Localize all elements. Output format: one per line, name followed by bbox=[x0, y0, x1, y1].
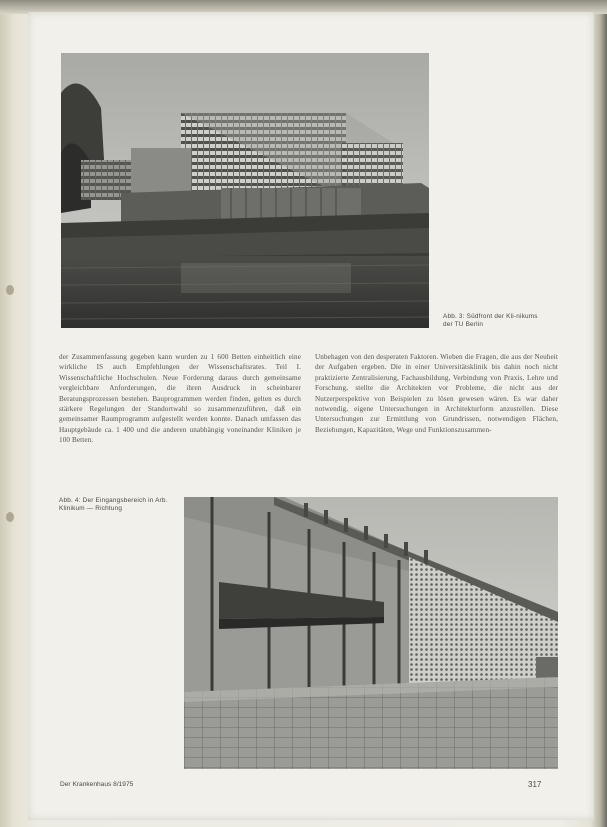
body-text-column-right bbox=[315, 352, 558, 435]
binding-mark bbox=[6, 285, 14, 295]
footer-journal-issue: Der Krankenhaus 8/1975 bbox=[60, 781, 134, 788]
paragraph: Unbehagen von den desperaten Faktoren. Wieben die Fragen, die aus der Neuheit der Aufgaben ergeben. Die in einer Universitätsklinik bis dahin noch nicht praktizierte Zentralisierung, Fachausbildung, Verbindung von Praxis, Lehre und Forschung, stellte die Architekten vor Probleme, die nicht aus der Nutzerperspektive von Beispielen zu lösen gewesen wären. Es war daher notwendig, eigene Untersuchungen in Architekturform anzustellen. Diese Untersuchungen zur Ermittlung von Grundrissen, notwendigen Flächen, Beziehungen, Kapazitäten, Wege und Funktionszusammen- bbox=[315, 353, 558, 434]
binding-mark bbox=[6, 512, 14, 522]
body-text-column-left bbox=[59, 352, 301, 446]
figure-caption: Abb. 3: Südfront der Kli-nikums der TU Berlin bbox=[443, 313, 538, 328]
page-number: 317 bbox=[528, 780, 542, 789]
paragraph: der Zusammenfassung gegeben kann wurden zu 1 600 Betten einheitlich eine wirkliche IS auch Empfehlungen der Wissenschaftsrates. Teil I. Wissenschaftliche Hochschulen. Neue Forderung daraus durch gemeinsame vergleichbare Anforderungen, die ihren Ausdruck in scheinbarer Beratungsprozessen bestehen. Bauprogrammen werden finden, gelten es durch stärkere Regelungen der Standortwahl so zusammenzuführen, daß ein gemeinsamer Raumprogramm aufgestellt werden konnte. Danach umfassen das Hauptgebäude ca. 1 400 und die anderen unabhängig voneinander Kliniken je 100 Betten. bbox=[59, 353, 301, 445]
figure-caption: Abb. 4: Der Eingangsbereich in Arb. Klinikum — Richtung bbox=[59, 497, 168, 512]
photo-hospital-south-front bbox=[61, 53, 429, 328]
photo-entrance-area bbox=[184, 497, 558, 769]
